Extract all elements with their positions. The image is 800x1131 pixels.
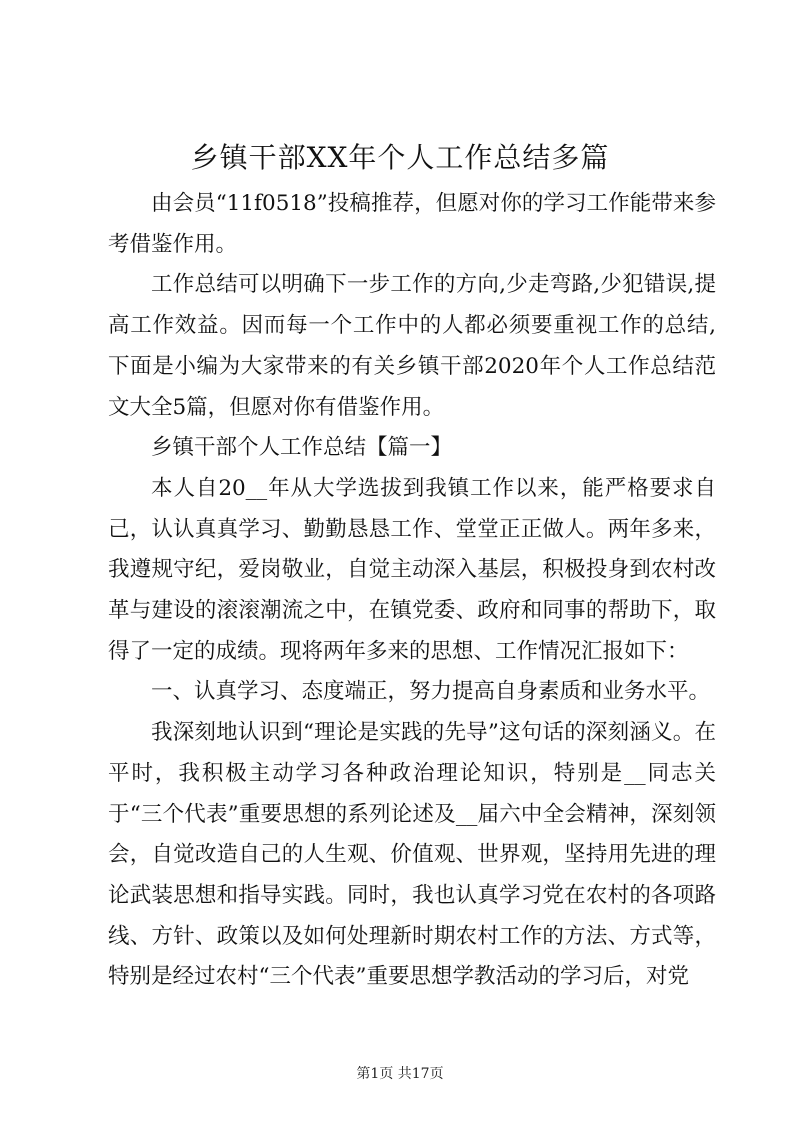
paragraph-self-introduction: 本人自20__年从大学选拔到我镇工作以来，能严格要求自己，认认真真学习、勤勤恳恳工作、堂堂正正做人。两年多来，我遵规守纪，爱岗敬业，自觉主动深入基层，积极投身到农村改革与建设的滚滚潮流之中，在镇党委、政府和同事的帮助下，取得了一定的成绩。现将两年多来的思想、工作情况汇报如下：: [108, 475, 716, 664]
page-title: 乡镇干部XX年个人工作总结多篇: [190, 141, 610, 174]
page-number: 第1页 共17页: [356, 1066, 444, 1082]
paragraph-study-detail: 我深刻地认识到“理论是实践的先导”这句话的深刻涵义。在平时，我积极主动学习各种政治理论知识，特别是__同志关于“三个代表”重要思想的系列论述及__届六中全会精神，深刻领会，自觉改造自己的人生观、价值观、世界观，坚持用先进的理论武装思想和指导实践。同时，我也认真学习党在农村的各项路线、方针、政策以及如何处理新时期农村工作的方法、方式等，特别是经过农村“三个代表”重要思想学教活动的学习后，对党: [108, 720, 716, 990]
section-heading: 乡镇干部个人工作总结【篇一】: [151, 435, 453, 461]
paragraph-summary-purpose: 工作总结可以明确下一步工作的方向,少走弯路,少犯错误,提高工作效益。因而每一个工作中的人都必须要重视工作的总结,下面是小编为大家带来的有关乡镇干部2020年个人工作总结范文大全5篇，但愿对你有借鉴作用。: [108, 272, 716, 420]
subheading-study: 一、认真学习、态度端正，努力提高自身素质和业务水平。: [151, 679, 711, 705]
paragraph-intro: 由会员“11f0518”投稿推荐，但愿对你的学习工作能带来参考借鉴作用。: [108, 191, 716, 257]
document-body: [108, 184, 716, 998]
